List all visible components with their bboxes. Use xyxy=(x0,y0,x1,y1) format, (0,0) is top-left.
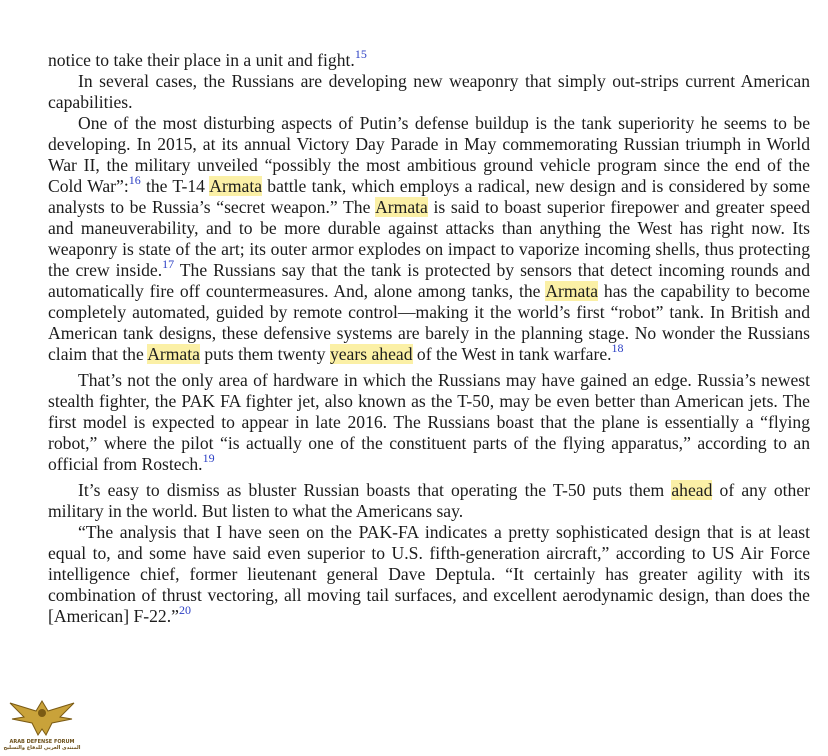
highlighted-text: Armata xyxy=(209,176,263,196)
body-text: notice to take their place in a unit and fight. xyxy=(48,50,355,70)
watermark-text: ARAB DEFENSE FORUM xyxy=(9,739,75,745)
paragraph xyxy=(48,47,810,71)
body-text: One of the most disturbing aspects of Putin’s defense buildup is the tank superiority he seems to be developing. In 2015, at its annual Victory Day Parade in May commemorating Russian triumph in World War II, the military unveiled “possibly the most ambitious ground vehicle program since the end of the Cold War”: xyxy=(48,113,810,196)
body-text: battle tank, which employs a radical, new design and is considered by some analysts to be Russia’s “secret weapon.” The xyxy=(48,176,811,217)
highlighted-text: ahead xyxy=(671,480,713,500)
body-text: of any other military in the world. But listen to what the Americans say. xyxy=(48,480,811,521)
footnote-ref[interactable]: 17 xyxy=(162,257,175,271)
body-text: In several cases, the Russians are developing new weaponry that simply out-strips current American capabilities. xyxy=(48,71,810,112)
body-text: has the capability to become completely automated, guided by remote control—making it the world’s first “robot” tank. In British and American tank designs, these defensive systems are barely in the planning stage. No wonder the Russians claim that the xyxy=(48,281,810,364)
footnote-ref[interactable]: 18 xyxy=(611,341,624,355)
eagle-icon xyxy=(2,693,82,741)
body-text: “The analysis that I have seen on the PAK-FA indicates a pretty sophisticated design that is at least equal to, and some have said even superior to U.S. fifth-generation aircraft,” according to US Air Force intelligence chief, former lieutenant general Dave Deptula. “It certainly has greater agility with its combination of thrust vectoring, all moving tail surfaces, and excellent aerodynamic design, than does the [American] F-22.” xyxy=(48,522,810,626)
body-text: The Russians say that the tank is protected by sensors that detect incoming rounds and automatically fire off countermeasures. And, alone among tanks, the xyxy=(48,260,810,301)
footnote-ref[interactable]: 19 xyxy=(202,451,215,465)
body-text: puts them twenty xyxy=(199,344,330,364)
footnote-ref[interactable]: 20 xyxy=(178,603,191,617)
watermark-subtext: المنتدى العربي للدفاع والتسليح xyxy=(3,745,81,751)
body-text: the T-14 xyxy=(140,176,210,196)
paragraph xyxy=(48,480,810,522)
body-text: of the West in tank warfare. xyxy=(412,344,612,364)
highlighted-text: Armata xyxy=(545,281,599,301)
footnote-ref[interactable]: 16 xyxy=(128,173,141,187)
paragraph xyxy=(48,113,810,365)
footnote-ref[interactable]: 15 xyxy=(354,47,367,61)
body-text: It’s easy to dismiss as bluster Russian boasts that operating the T-50 puts them xyxy=(78,480,672,500)
highlighted-text: years ahead xyxy=(329,344,413,364)
paragraph xyxy=(48,522,810,627)
highlighted-text: Armata xyxy=(375,197,428,217)
paragraph xyxy=(48,71,810,113)
body-text: is said to boast superior firepower and greater speed and maneuverability, and to be more durable against attacks than anything the West has right now. Its weaponry is state of the art; its outer armor explodes on impact to vaporize incoming shells, thus protecting the crew inside. xyxy=(48,197,811,280)
watermark-logo xyxy=(2,693,82,753)
highlighted-text: Armata xyxy=(147,344,200,364)
paragraph xyxy=(48,370,810,475)
body-text: That’s not the only area of hardware in which the Russians may have gained an edge. Russia’s newest stealth fighter, the PAK FA fighter jet, also known as the T-50, may be even better than American jets. The first model is expected to appear in late 2016. The Russians boast that the plane is essentially a “flying robot,” where the pilot “is actually one of the constituent parts of the flying apparatus,” according to an official from Rostech. xyxy=(48,370,810,474)
book-page xyxy=(48,47,811,627)
